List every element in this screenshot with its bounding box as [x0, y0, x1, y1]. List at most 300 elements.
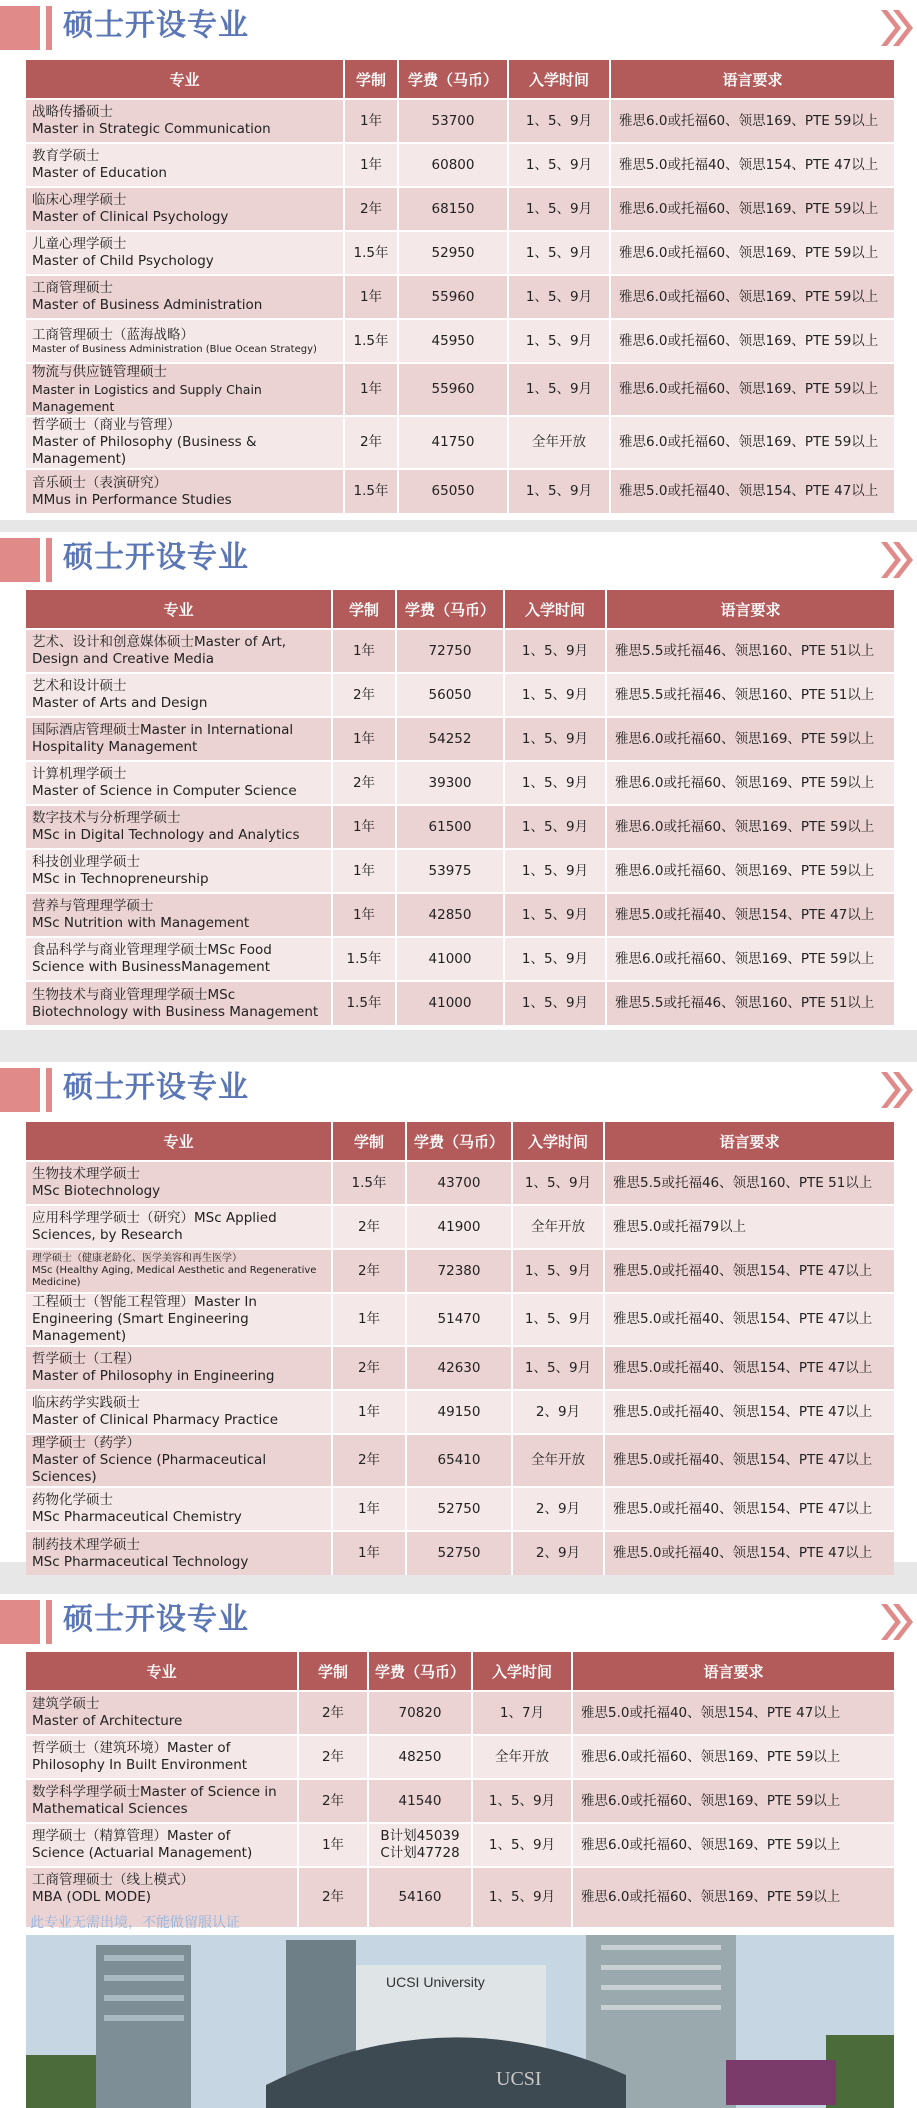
- duration: 1年: [332, 629, 396, 673]
- fee: 45950: [398, 319, 508, 363]
- fee: 42630: [406, 1346, 512, 1390]
- intake: 2、9月: [512, 1487, 604, 1531]
- fee: 55960: [398, 275, 508, 319]
- language-requirement: 雅思5.0或托福40、领思154、PTE 47以上: [606, 893, 894, 937]
- fee: 41000: [396, 937, 504, 981]
- program-name: [26, 187, 344, 231]
- program-name-cn: 工程硕士（智能工程管理）Master In: [32, 1294, 257, 1310]
- table-row: [26, 187, 894, 231]
- language-requirement: 雅思5.0或托福40、领思154、PTE 47以上: [604, 1434, 894, 1487]
- table-row: [26, 937, 894, 981]
- fee: 53700: [398, 99, 508, 143]
- section-title: 硕士开设专业: [63, 1070, 249, 1105]
- duration: 1.5年: [344, 319, 398, 363]
- program-name-en: Master in Strategic Communication: [32, 121, 271, 137]
- campus-photo: [26, 1935, 894, 2108]
- table-row: [26, 1161, 894, 1205]
- intake: 1、5、9月: [472, 1779, 572, 1823]
- header-duration: 学制: [332, 590, 396, 629]
- duration: 2年: [332, 1434, 406, 1487]
- program-name-cn: 艺术、设计和创意媒体硕士Master of Art,: [32, 634, 287, 650]
- header-intake: 入学时间: [472, 1652, 572, 1691]
- language-requirement: 雅思6.0或托福60、领思169、PTE 59以上: [610, 231, 894, 275]
- program-name: [26, 319, 344, 363]
- language-requirement: 雅思6.0或托福60、领思169、PTE 59以上: [610, 275, 894, 319]
- program-name: [26, 1346, 332, 1390]
- intake: 1、5、9月: [512, 1293, 604, 1346]
- program-name-cn: 理学硕士（精算管理）Master of: [32, 1828, 231, 1844]
- header-fee: 学费（马币）: [398, 60, 508, 99]
- table-row: [26, 1487, 894, 1531]
- program-name-en: Biotechnology with Business Management: [32, 1003, 319, 1020]
- duration: 2年: [298, 1867, 368, 1927]
- table-row: [26, 761, 894, 805]
- intake: 1、5、9月: [512, 1346, 604, 1390]
- language-requirement: 雅思5.0或托福40、领思154、PTE 47以上: [604, 1390, 894, 1434]
- table-row: [26, 717, 894, 761]
- section-header: [0, 532, 917, 582]
- program-name-cn: 哲学硕士（建筑环境）Master of: [32, 1740, 231, 1756]
- duration: 1年: [332, 849, 396, 893]
- program-name: [26, 717, 332, 761]
- program-name: [26, 469, 344, 513]
- program-name-cn: 教育学硕士: [32, 148, 100, 164]
- language-requirement: 雅思6.0或托福60、领思169、PTE 59以上: [572, 1867, 894, 1927]
- duration: 1年: [332, 1293, 406, 1346]
- table-row: [26, 849, 894, 893]
- intake: 1、5、9月: [508, 275, 610, 319]
- intake: 1、5、9月: [504, 673, 606, 717]
- table-header-row: [26, 1652, 894, 1691]
- language-requirement: 雅思5.0或托福79以上: [604, 1205, 894, 1249]
- intake: 全年开放: [472, 1735, 572, 1779]
- section-title: 硕士开设专业: [63, 1602, 249, 1637]
- duration: 1年: [332, 717, 396, 761]
- program-name: [26, 1487, 332, 1531]
- duration: 2年: [344, 416, 398, 469]
- program-name-en: MBA (ODL MODE): [32, 1889, 152, 1905]
- language-requirement: 雅思5.0或托福40、领思154、PTE 47以上: [604, 1249, 894, 1293]
- language-requirement: 雅思5.5或托福46、领思160、PTE 51以上: [606, 629, 894, 673]
- intake: 1、5、9月: [472, 1867, 572, 1927]
- program-name-cn: 哲学硕士（商业与管理）: [32, 417, 181, 433]
- fee: 43700: [406, 1161, 512, 1205]
- table-row: [26, 629, 894, 673]
- program-name-en: Philosophy In Built Environment: [32, 1757, 248, 1773]
- fee: 41750: [398, 416, 508, 469]
- header-fee: 学费（马币）: [396, 590, 504, 629]
- table-header-row: [26, 1122, 894, 1161]
- intake: 1、5、9月: [472, 1823, 572, 1867]
- program-name-cn: 音乐硕士（表演研究）: [32, 474, 167, 491]
- program-name: [26, 275, 344, 319]
- header-language: 语言要求: [604, 1122, 894, 1161]
- header-language: 语言要求: [606, 590, 894, 629]
- program-name: [26, 231, 344, 275]
- fee: 41540: [368, 1779, 472, 1823]
- program-name: [26, 1779, 298, 1823]
- header-accent-block: [0, 1068, 40, 1112]
- table-row: [26, 275, 894, 319]
- table-row: [26, 673, 894, 717]
- language-requirement: 雅思5.0或托福40、领思154、PTE 47以上: [604, 1346, 894, 1390]
- fee: 39300: [396, 761, 504, 805]
- duration: 1年: [332, 1531, 406, 1575]
- program-name-en: MSc (Healthy Aging, Medical Aesthetic and Regenerative Medicine): [32, 1265, 317, 1288]
- duration: 1年: [344, 363, 398, 416]
- table-row: [26, 1531, 894, 1575]
- language-requirement: 雅思6.0或托福60、领思169、PTE 59以上: [610, 363, 894, 416]
- header-program: 专业: [26, 590, 332, 629]
- fee: 52750: [406, 1531, 512, 1575]
- table-row: [26, 1249, 894, 1293]
- fee: 72380: [406, 1249, 512, 1293]
- fee: 51470: [406, 1293, 512, 1346]
- fee: 41000: [396, 981, 504, 1025]
- intake: 1、5、9月: [508, 187, 610, 231]
- program-name: [26, 99, 344, 143]
- fee: 42850: [396, 893, 504, 937]
- program-name-en: MSc Biotechnology: [32, 1183, 161, 1199]
- intake: 1、5、9月: [512, 1249, 604, 1293]
- program-name-en: Master of Child Psychology: [32, 253, 214, 269]
- program-name-cn: 临床心理学硕士: [32, 192, 127, 208]
- fee-plan-c: C计划47728: [380, 1845, 460, 1861]
- table-row: [26, 231, 894, 275]
- intake: 全年开放: [512, 1205, 604, 1249]
- header-accent-bar: [46, 1600, 52, 1644]
- program-name-en: Master of Education: [32, 165, 167, 181]
- header-program: 专业: [26, 1122, 332, 1161]
- section-title: 硕士开设专业: [63, 8, 249, 43]
- fee: 52950: [398, 231, 508, 275]
- program-name-cn: 营养与管理理学硕士: [32, 898, 154, 914]
- duration: 2年: [332, 761, 396, 805]
- program-table: [26, 1122, 894, 1575]
- fee: 56050: [396, 673, 504, 717]
- campus-logo-text: UCSI: [496, 2068, 542, 2090]
- program-name-cn: 数字技术与分析理学硕士: [32, 810, 181, 826]
- program-note: 此专业无需出境，不能做留服认证: [30, 1915, 240, 1931]
- program-name-en: Master in Logistics and Supply Chain Management: [32, 382, 262, 414]
- double-chevron-right-icon: [879, 8, 915, 48]
- fee: 53975: [396, 849, 504, 893]
- program-name-cn: 科技创业理学硕士: [32, 854, 140, 870]
- table-row: [26, 469, 894, 513]
- duration: 1.5年: [332, 981, 396, 1025]
- program-name: [26, 1735, 298, 1779]
- program-name-en: MMus in Performance Studies: [32, 491, 232, 508]
- language-requirement: 雅思6.0或托福60、领思169、PTE 59以上: [606, 937, 894, 981]
- language-requirement: 雅思5.5或托福46、领思160、PTE 51以上: [606, 673, 894, 717]
- table-row: [26, 1205, 894, 1249]
- language-requirement: 雅思5.0或托福40、领思154、PTE 47以上: [610, 143, 894, 187]
- duration: 1年: [332, 893, 396, 937]
- section-header: [0, 1594, 917, 1644]
- program-name-en: Mathematical Sciences: [32, 1801, 188, 1817]
- intake: 全年开放: [508, 416, 610, 469]
- program-name-en: Design and Creative Media: [32, 651, 215, 667]
- program-name-en: MSc in Technopreneurship: [32, 871, 209, 887]
- language-requirement: 雅思6.0或托福60、领思169、PTE 59以上: [610, 416, 894, 469]
- language-requirement: 雅思5.5或托福46、领思160、PTE 51以上: [604, 1161, 894, 1205]
- language-requirement: 雅思5.0或托福40、领思154、PTE 47以上: [610, 469, 894, 513]
- section-3: [0, 1062, 917, 1570]
- program-name-en: Master of Business Administration (Blue Ocean Strategy): [32, 343, 317, 355]
- table-row: [26, 1735, 894, 1779]
- table-row: [26, 363, 894, 416]
- header-program: 专业: [26, 60, 344, 99]
- program-name: [26, 849, 332, 893]
- duration: 1年: [344, 143, 398, 187]
- intake: 1、5、9月: [508, 231, 610, 275]
- program-name-en: Master of Architecture: [32, 1713, 183, 1729]
- language-requirement: 雅思5.0或托福40、领思154、PTE 47以上: [604, 1487, 894, 1531]
- intake: 1、5、9月: [508, 319, 610, 363]
- program-name-cn: 儿童心理学硕士: [32, 236, 127, 252]
- intake: 2、9月: [512, 1390, 604, 1434]
- header-fee: 学费（马币）: [368, 1652, 472, 1691]
- language-requirement: 雅思5.5或托福46、领思160、PTE 51以上: [606, 981, 894, 1025]
- program-name-cn: 生物技术与商业管理理学硕士MSc: [32, 986, 236, 1003]
- program-table: [26, 1652, 894, 1927]
- program-name-cn: 食品科学与商业管理理学硕士MSc Food: [32, 942, 272, 958]
- table-row: [26, 416, 894, 469]
- program-name-en: MSc Nutrition with Management: [32, 915, 250, 931]
- duration: 2年: [332, 1249, 406, 1293]
- language-requirement: 雅思6.0或托福60、领思169、PTE 59以上: [606, 717, 894, 761]
- program-name-en: MSc Pharmaceutical Chemistry: [32, 1509, 242, 1525]
- program-name: [26, 1823, 298, 1867]
- intake: 全年开放: [512, 1434, 604, 1487]
- intake: 1、5、9月: [504, 805, 606, 849]
- fee: 41900: [406, 1205, 512, 1249]
- fee-plan-b: B计划45039: [380, 1828, 460, 1844]
- section-1: [0, 0, 917, 520]
- fee: 48250: [368, 1735, 472, 1779]
- duration: 2年: [332, 1346, 406, 1390]
- fee: 54252: [396, 717, 504, 761]
- intake: 1、5、9月: [504, 893, 606, 937]
- program-name-cn: 艺术和设计硕士: [32, 678, 127, 694]
- intake: 1、5、9月: [504, 849, 606, 893]
- fee: 72750: [396, 629, 504, 673]
- program-name-en: Master of Business Administration: [32, 297, 263, 313]
- program-name-en: Master of Clinical Psychology: [32, 209, 229, 225]
- program-name: [26, 143, 344, 187]
- program-name-cn: 应用科学理学硕士（研究）MSc Applied: [32, 1210, 277, 1226]
- program-name-cn: 药物化学硕士: [32, 1492, 113, 1508]
- duration: 1年: [332, 1487, 406, 1531]
- section-header: [0, 1062, 917, 1112]
- section-title: 硕士开设专业: [63, 540, 249, 575]
- fee: 49150: [406, 1390, 512, 1434]
- table-row: [26, 981, 894, 1025]
- fee: 54160: [368, 1867, 472, 1927]
- intake: 1、5、9月: [512, 1161, 604, 1205]
- header-intake: 入学时间: [508, 60, 610, 99]
- language-requirement: 雅思6.0或托福60、领思169、PTE 59以上: [572, 1823, 894, 1867]
- program-name-cn: 工商管理硕士: [32, 280, 113, 296]
- section-2: [0, 532, 917, 1030]
- table-header-row: [26, 590, 894, 629]
- program-name: [26, 1531, 332, 1575]
- header-accent-bar: [46, 1068, 52, 1112]
- duration: 1.5年: [332, 1161, 406, 1205]
- header-intake: 入学时间: [512, 1122, 604, 1161]
- intake: 1、5、9月: [504, 629, 606, 673]
- program-name-en: Master of Science (Pharmaceutical Sciences): [32, 1452, 267, 1485]
- intake: 1、5、9月: [504, 717, 606, 761]
- language-requirement: 雅思6.0或托福60、领思169、PTE 59以上: [606, 849, 894, 893]
- program-table: [26, 60, 894, 513]
- program-name-en: Master of Philosophy in Engineering: [32, 1368, 275, 1384]
- duration: 1年: [344, 99, 398, 143]
- fee: 61500: [396, 805, 504, 849]
- language-requirement: 雅思6.0或托福60、领思169、PTE 59以上: [572, 1735, 894, 1779]
- program-name-cn: 计算机理学硕士: [32, 766, 127, 782]
- duration: 1.5年: [344, 231, 398, 275]
- program-name: [26, 1249, 332, 1293]
- duration: 1年: [298, 1823, 368, 1867]
- table-row: [26, 99, 894, 143]
- intake: 1、5、9月: [508, 99, 610, 143]
- fee: [368, 1823, 472, 1867]
- header-duration: 学制: [332, 1122, 406, 1161]
- double-chevron-right-icon: [879, 1602, 915, 1642]
- language-requirement: 雅思6.0或托福60、领思169、PTE 59以上: [610, 187, 894, 231]
- intake: 1、5、9月: [504, 981, 606, 1025]
- double-chevron-right-icon: [879, 540, 915, 580]
- program-name-en: Engineering (Smart Engineering Management): [32, 1311, 249, 1344]
- duration: 1年: [332, 805, 396, 849]
- duration: 2年: [298, 1779, 368, 1823]
- program-name-en: MSc in Digital Technology and Analytics: [32, 827, 300, 843]
- fee: 60800: [398, 143, 508, 187]
- program-name-en: Master of Science in Computer Science: [32, 783, 297, 799]
- fee: 52750: [406, 1487, 512, 1531]
- duration: 1.5年: [332, 937, 396, 981]
- header-accent-block: [0, 6, 40, 50]
- program-name: [26, 1390, 332, 1434]
- program-name-en: Science (Actuarial Management): [32, 1845, 253, 1861]
- header-fee: 学费（马币）: [406, 1122, 512, 1161]
- table-row: [26, 805, 894, 849]
- section-header: [0, 0, 917, 50]
- table-row: [26, 1293, 894, 1346]
- program-name: [26, 673, 332, 717]
- intake: 1、5、9月: [508, 143, 610, 187]
- program-name: [26, 363, 344, 416]
- duration: 2年: [298, 1735, 368, 1779]
- program-name-cn: 建筑学硕士: [32, 1696, 100, 1712]
- program-name: [26, 893, 332, 937]
- intake: 1、5、9月: [504, 761, 606, 805]
- language-requirement: 雅思6.0或托福60、领思169、PTE 59以上: [610, 99, 894, 143]
- program-name-en: Master of Philosophy (Business & Management): [32, 434, 257, 467]
- table-row: [26, 143, 894, 187]
- program-name-en: Sciences, by Research: [32, 1227, 183, 1243]
- intake: 1、5、9月: [508, 469, 610, 513]
- intake: 1、5、9月: [508, 363, 610, 416]
- language-requirement: 雅思5.0或托福40、领思154、PTE 47以上: [604, 1531, 894, 1575]
- fee: 65050: [398, 469, 508, 513]
- header-accent-block: [0, 538, 40, 582]
- program-name-en: Hospitality Management: [32, 739, 198, 755]
- table-row: [26, 1434, 894, 1487]
- program-name: [26, 937, 332, 981]
- header-language: 语言要求: [610, 60, 894, 99]
- duration: 2年: [344, 187, 398, 231]
- program-name-en: Science with BusinessManagement: [32, 959, 271, 975]
- header-accent-bar: [46, 6, 52, 50]
- fee: 68150: [398, 187, 508, 231]
- program-name: [26, 629, 332, 673]
- language-requirement: 雅思6.0或托福60、领思169、PTE 59以上: [606, 805, 894, 849]
- intake: 1、7月: [472, 1691, 572, 1735]
- duration: 2年: [298, 1691, 368, 1735]
- program-name: [26, 1691, 298, 1735]
- fee: 65410: [406, 1434, 512, 1487]
- intake: 2、9月: [512, 1531, 604, 1575]
- program-name: [26, 805, 332, 849]
- program-name-en: MSc Pharmaceutical Technology: [32, 1553, 249, 1570]
- program-table: [26, 590, 894, 1025]
- language-requirement: 雅思6.0或托福60、领思169、PTE 59以上: [610, 319, 894, 363]
- program-name-cn: 制药技术理学硕士: [32, 1536, 140, 1553]
- table-row: [26, 319, 894, 363]
- language-requirement: 雅思5.0或托福40、领思154、PTE 47以上: [604, 1293, 894, 1346]
- program-name: [26, 1434, 332, 1487]
- header-intake: 入学时间: [504, 590, 606, 629]
- header-accent-bar: [46, 538, 52, 582]
- duration: 1年: [344, 275, 398, 319]
- campus-sign: UCSI University: [386, 1974, 485, 1990]
- program-name-cn: 数学科学理学硕士Master of Science in: [32, 1784, 277, 1800]
- duration: 2年: [332, 1205, 406, 1249]
- language-requirement: 雅思6.0或托福60、领思169、PTE 59以上: [606, 761, 894, 805]
- header-language: 语言要求: [572, 1652, 894, 1691]
- program-name: [26, 1161, 332, 1205]
- program-name-cn: 理学硕士（药学）: [32, 1435, 140, 1451]
- table-row: [26, 1390, 894, 1434]
- program-name-cn: 战略传播硕士: [32, 104, 113, 120]
- intake: 1、5、9月: [504, 937, 606, 981]
- header-duration: 学制: [344, 60, 398, 99]
- table-row: [26, 1346, 894, 1390]
- program-name-cn: 工商管理硕士（线上模式）: [32, 1872, 194, 1888]
- program-name-cn: 生物技术理学硕士: [32, 1166, 140, 1182]
- duration: 1年: [332, 1390, 406, 1434]
- table-row: [26, 1691, 894, 1735]
- header-accent-block: [0, 1600, 40, 1644]
- program-name: [26, 1205, 332, 1249]
- table-row: [26, 1779, 894, 1823]
- program-name-en: Master of Clinical Pharmacy Practice: [32, 1412, 278, 1428]
- program-name: [26, 1293, 332, 1346]
- table-row: [26, 893, 894, 937]
- program-name-cn: 理学硕士（健康老龄化、医学美容和再生医学）: [32, 1253, 242, 1264]
- program-name-cn: 临床药学实践硕士: [32, 1395, 140, 1411]
- fee: 55960: [398, 363, 508, 416]
- program-name-cn: 哲学硕士（工程）: [32, 1351, 140, 1367]
- program-name-cn: 物流与供应链管理硕士: [32, 364, 167, 380]
- program-name: [26, 416, 344, 469]
- program-name: [26, 761, 332, 805]
- language-requirement: 雅思5.0或托福40、领思154、PTE 47以上: [572, 1691, 894, 1735]
- table-row: [26, 1823, 894, 1867]
- program-name-cn: 工商管理硕士（蓝海战略）: [32, 326, 194, 343]
